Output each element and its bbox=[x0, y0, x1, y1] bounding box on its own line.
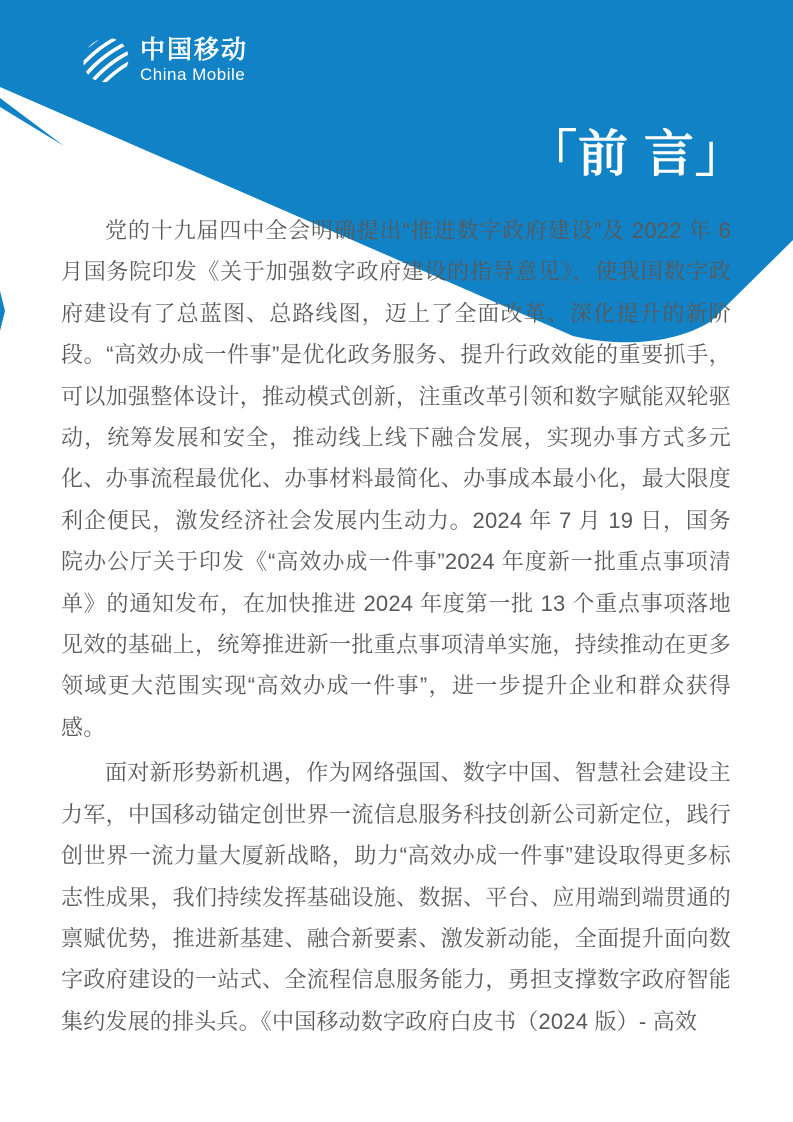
preface-paragraph-2: 面对新形势新机遇，作为网络强国、数字中国、智慧社会建设主力军，中国移动锚定创世界一流信息服务科技创新公司新定位，践行创世界一流力量大厦新战略，助力“高效办成一件事”建设取得更多标志性成果，我们持续发挥基础设施、数据、平台、应用端到端贯通的禀赋优势，推进新基建、融合新要素、激发新动能，全面提升面向数字政府建设的一站式、全流程信息服务能力，勇担支撑数字政府智能集约发展的排头兵。《中国移动数字政府白皮书（2024 版）- 高效 bbox=[61, 760, 731, 1034]
preface-paragraph-1: 党的十九届四中全会明确提出“推进数字政府建设”及 2022 年 6 月国务院印发《关于加强数字政府建设的指导意见》，使我国数字政府建设有了总蓝图、总路线图，迈上了全面改革、深化提升的新阶段。“高效办成一件事”是优化政务服务、提升行政效能的重要抓手，可以加强整体设计，推动模式创新，注重改革引领和数字赋能双轮驱动，统筹发展和安全，推动线上线下融合发展，实现办事方式多元化、办事流程最优化、办事材料最简化、办事成本最小化，最大限度利企便民，激发经济社会发展内生动力。2024 年 7 月 19 日，国务院办公厅关于印发《“高效办成一件事”2024 年度新一批重点事项清单》的通知发布，在加快推进 2024 年度第一批 13 个重点事项落地见效的基础上，统筹推进新一批重点事项清单实施，持续推动在更多领域更大范围实现“高效办成一件事”，进一步提升企业和群众获得感。 bbox=[61, 218, 731, 740]
preface-body bbox=[61, 210, 731, 1042]
banner-left-notch bbox=[0, 291, 5, 331]
china-mobile-logo-icon bbox=[80, 36, 132, 84]
logo-text-english: China Mobile bbox=[140, 64, 246, 84]
page-title: 「前 言」 bbox=[527, 126, 746, 182]
china-mobile-wordmark bbox=[140, 35, 249, 84]
logo-text-chinese: 中国移动 bbox=[140, 35, 249, 64]
china-mobile-logo bbox=[80, 36, 248, 84]
